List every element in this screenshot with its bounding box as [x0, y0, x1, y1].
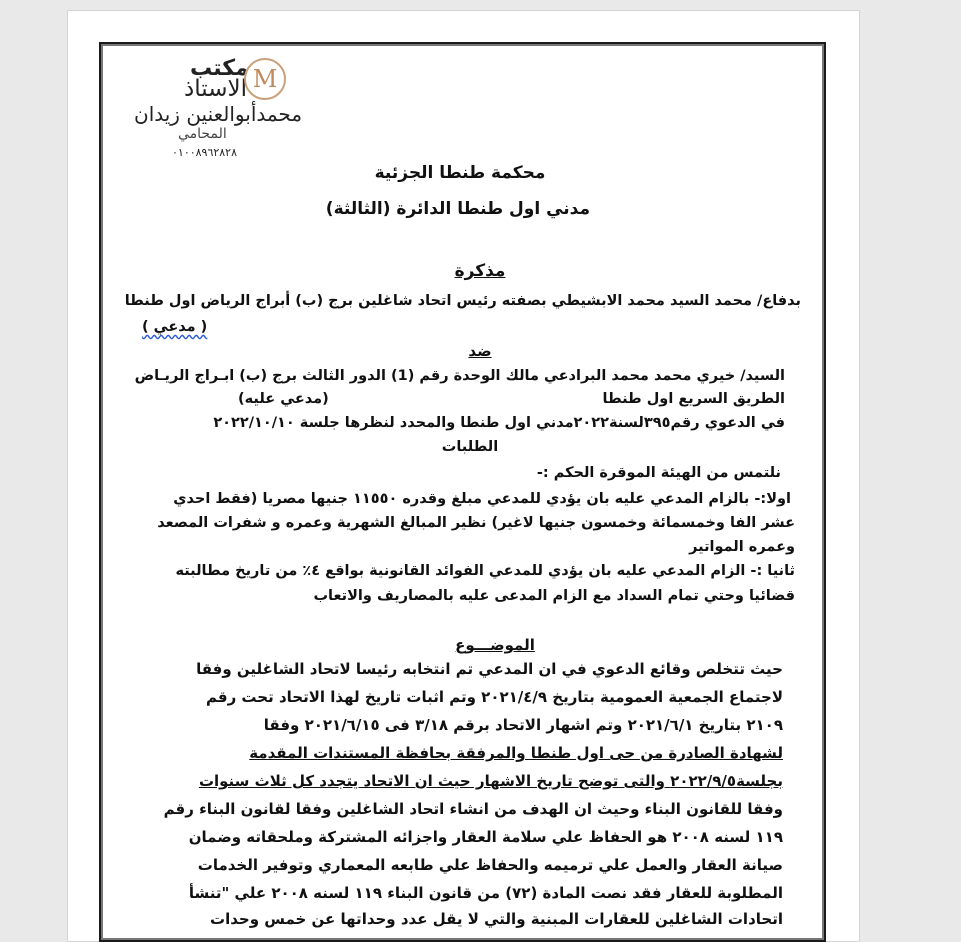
request-2-line-2: قضائيا وحتي تمام السداد مع الزام المدعى عليه بالمصاريف والاتعاب [313, 588, 795, 604]
defendant-line-2: الطريق السريع اول طنطا [602, 391, 785, 407]
requests-intro: نلتمس من الهيئة الموقرة الحكم :- [536, 465, 781, 481]
body-line-1: حيث تتخلص وقائع الدعوي في ان المدعي تم انتخابه رئيسا لاتحاد الشاغلين وفقا [196, 660, 783, 678]
logo-title: المحامي [178, 126, 227, 142]
memo-title: مذكرة [454, 261, 506, 281]
body-line-2: لاجتماع الجمعية العمومية بتاريخ ٢٠٢١/٤/٩ وتم اثبات تاريخ لهذا الاتحاد تحت رقم [205, 688, 783, 706]
body-line-8: صيانة العقار والعمل علي ترميمه والحفاظ علي طابعه المعماري وتوفير الخدمات [197, 856, 783, 874]
defendant-line-1: السيد/ خيري محمد محمد البرادعي مالك الوحدة رقم (1) الدور الثالث برج (ب) ابـراج الريـاض [134, 368, 785, 384]
subject-title: الموضـــوع [455, 636, 535, 654]
request-1-line-3: وعمره المواتير [689, 539, 795, 555]
body-line-3: ٢١٠٩ بتاريخ ٢٠٢١/٦/١ وتم اشهار الاتحاد برقم ٣/١٨ فى ٢٠٢١/٦/١٥ وفقا [263, 716, 783, 734]
body-line-6: وفقا للقانون البناء وحيث ان الهدف من انشاء اتحاد الشاغلين وفقا لقانون البناء رقم [163, 800, 783, 818]
request-1-line-2: عشر الفا وخمسمائة وخمسون جنيها لاغير) نظير المبالغ الشهرية وعمره و شفرات المصعد [157, 515, 795, 531]
case-line: في الدعوي رقم٣٩٥لسنة٢٠٢٢مدني اول طنطا والمحدد لنظرها جلسة ٢٠٢٢/١٠/١٠ [213, 415, 785, 431]
request-2-line-1: ثانيا :- الزام المدعي عليه بان يؤدي للمدعي الفوائد القانونية بواقع ٤٪ من تاريخ مطالبته [175, 563, 795, 579]
requests-title: الطلبات [441, 439, 499, 455]
logo-ustaz: الاستاذ [184, 76, 247, 102]
defense-line: بدفاع/ محمد السيد محمد الابشيطي بصفته رئيس اتحاد شاغلين برج (ب) أبراج الرياض اول طنطا [124, 293, 801, 309]
body-line-9: المطلوبة للعقار فقد نصت المادة (٧٢) من قانون البناء ١١٩ لسنه ٢٠٠٨ علي "تنشأ [188, 884, 783, 902]
defendant-role: (مدعي عليه) [238, 391, 329, 407]
body-line-7: ١١٩ لسنه ٢٠٠٨ هو الحفاظ علي سلامة العقار واجزائه المشتركة وملحقاته وضمان [188, 828, 783, 846]
logo-phone: ٠١٠٠٨٩٦٢٨٢٨ [172, 146, 237, 159]
body-line-4: لشهادة الصادرة من حى اول طنطا والمرفقة بحافظة المستندات المقدمة [249, 744, 783, 762]
body-line-10: اتحادات الشاغلين للعقارات المبنية والتي لا يقل عدد وحداتها عن خمس وحدات [210, 910, 783, 928]
logo-name: محمدأبوالعنين زيدان [134, 102, 303, 126]
court-circuit: مدني اول طنطا الدائرة (الثالثة) [325, 199, 590, 219]
request-1-line-1: اولا:- بالزام المدعي عليه بان يؤدي للمدعي مبلغ وقدره ١١٥٥٠ جنيها مصريا (فقط احدي [173, 491, 791, 507]
logo-office: مكتب [190, 56, 249, 81]
court-name: محكمة طنطا الجزئية [374, 163, 546, 183]
against-label: ضد [468, 342, 492, 360]
logo-monogram-icon: M [244, 58, 286, 100]
plaintiff-role: ( مدعي ) [142, 319, 208, 335]
body-line-5: بجلسة٢٠٢٢/٩/٥ والتى توضح تاريخ الاشهار حيث ان الاتحاد يتجدد كل ثلاث سنوات [198, 772, 783, 790]
